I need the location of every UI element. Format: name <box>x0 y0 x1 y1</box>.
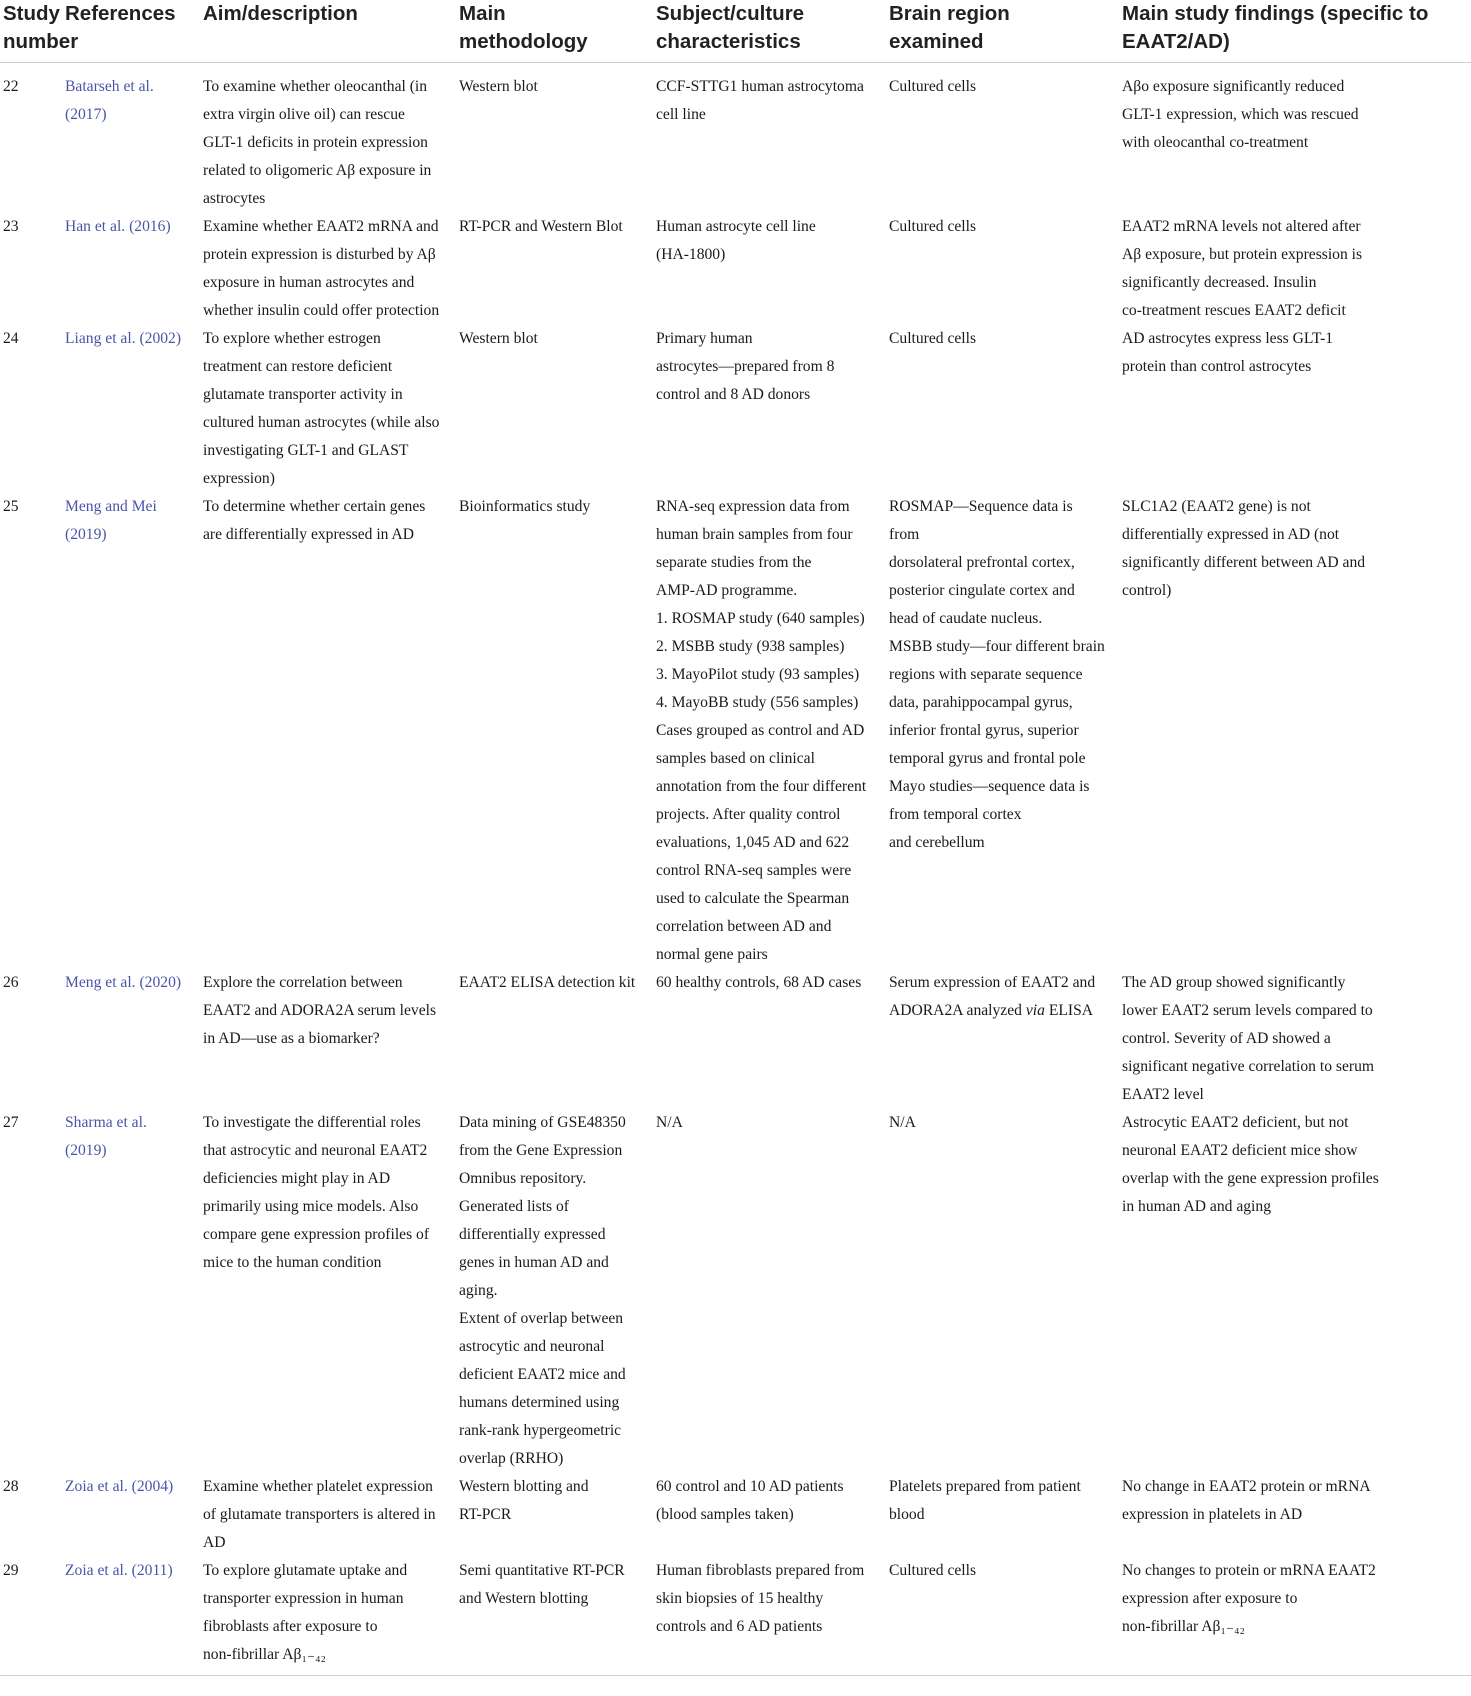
header-findings: Main study findings (specific to EAAT2/AD) <box>1114 0 1471 63</box>
brain-region-cell: Cultured cells <box>889 218 977 235</box>
reference-link[interactable]: Batarseh et al. (2017) <box>65 78 154 123</box>
header-subject: Subject/culture characteristics <box>648 0 881 63</box>
brain-region-cell: N/A <box>889 1114 916 1131</box>
header-aim: Aim/description <box>195 0 451 63</box>
aim-cell: Explore the correlation between EAAT2 and ADORA2A serum levels in AD—use as a biomarker? <box>203 974 437 1047</box>
brain-region-cell: ROSMAP—Sequence data is from dorsolateral prefrontal cortex, posterior cingulate cortex and head of caudate nucleus. MSBB study—four different brain regions with separate sequence data, parahippocampal gyrus, inferior frontal gyrus, superior temporal gyrus and frontal pole Mayo studies—sequence data is from temporal cortex and cerebellum <box>889 498 1105 851</box>
aim-cell: Examine whether EAAT2 mRNA and protein expression is disturbed by Aβ exposure in human astrocytes and whether insulin could offer protection <box>203 218 440 319</box>
reference-link[interactable]: Meng and Mei (2019) <box>65 498 157 543</box>
methodology-cell: Western blot <box>459 78 538 95</box>
reference-link[interactable]: Meng et al. (2020) <box>65 974 182 991</box>
table-row <box>0 325 1471 493</box>
aim-cell: To examine whether oleocanthal (in extra virgin olive oil) can rescue GLT-1 deficits in protein expression related to oligomeric Aβ exposure in astrocytes <box>203 78 432 207</box>
study-number: 24 <box>3 330 19 347</box>
study-number: 28 <box>3 1478 19 1495</box>
methodology-cell: Western blot <box>459 330 538 347</box>
reference-link[interactable]: Han et al. (2016) <box>65 218 171 235</box>
header-methodology: Main methodology <box>451 0 648 63</box>
subject-cell: RNA-seq expression data from human brain samples from four separate studies from the AMP-AD programme. 1. ROSMAP study (640 samples) 2. MSBB study (938 samples) 3. MayoPilot study (93 samples) 4. MayoBB study (556 samples) Cases grouped as control and AD samples based on clinical annotation from the four different projects. After quality control evaluations, 1,045 AD and 622 control RNA-seq samples were used to calculate the Spearman correlation between AD and normal gene pairs <box>656 498 867 963</box>
table-row <box>0 1473 1471 1557</box>
study-number: 23 <box>3 218 19 235</box>
brain-region-cell: Cultured cells <box>889 78 977 95</box>
brain-region-italic: via <box>1025 1002 1045 1019</box>
table-row <box>0 63 1471 214</box>
table-row <box>0 493 1471 969</box>
reference-link[interactable]: Zoia et al. (2011) <box>57 1557 195 1676</box>
findings-cell: No change in EAAT2 protein or mRNA expression in platelets in AD <box>1122 1478 1371 1523</box>
reference-link[interactable]: Sharma et al. (2019) <box>65 1114 147 1159</box>
findings-cell: Aβo exposure significantly reduced GLT-1 expression, which was rescued with oleocanthal co-treatment <box>1122 78 1359 151</box>
study-number: 26 <box>3 974 19 991</box>
methodology-cell: EAAT2 ELISA detection kit <box>459 974 636 991</box>
table-row <box>0 1557 1471 1676</box>
study-number: 29 <box>0 1557 57 1676</box>
findings-cell: AD astrocytes express less GLT-1 protein than control astrocytes <box>1122 330 1334 375</box>
aim-cell: To explore glutamate uptake and transporter expression in human fibroblasts after exposure to non-fibrillar Aβ₁₋₄₂ <box>195 1557 451 1676</box>
study-number: 22 <box>3 78 19 95</box>
header-row <box>0 0 1471 63</box>
header-references: References <box>57 0 195 63</box>
brain-region-cell: Platelets prepared from patient blood <box>889 1478 1081 1523</box>
table-row <box>0 1109 1471 1473</box>
aim-cell: To explore whether estrogen treatment can restore deficient glutamate transporter activity in cultured human astrocytes (while also investigating GLT-1 and GLAST expression) <box>203 330 440 487</box>
brain-region-cell: Cultured cells <box>881 1557 1114 1676</box>
subject-cell: CCF-STTG1 human astrocytoma cell line <box>656 78 864 123</box>
subject-cell: 60 control and 10 AD patients (blood samples taken) <box>656 1478 844 1523</box>
table-row <box>0 213 1471 325</box>
brain-region-cell: Cultured cells <box>889 330 977 347</box>
header-study-number: Study number <box>0 0 57 63</box>
subject-cell: 60 healthy controls, 68 AD cases <box>656 974 862 991</box>
methodology-cell: Data mining of GSE48350 from the Gene Expression Omnibus repository. Generated lists of differentially expressed genes in human AD and aging. Extent of overlap between astrocytic and neuronal deficient EAAT2 mice and humans determined using rank-rank hypergeometric overlap (RRHO) <box>459 1114 626 1467</box>
brain-region-text-end: ELISA <box>1044 1002 1093 1019</box>
subject-cell: Human astrocyte cell line (HA-1800) <box>656 218 816 263</box>
study-number: 27 <box>3 1114 19 1131</box>
subject-cell: Human fibroblasts prepared from skin biopsies of 15 healthy controls and 6 AD patients <box>648 1557 881 1676</box>
aim-cell: Examine whether platelet expression of glutamate transporters is altered in AD <box>203 1478 436 1551</box>
brain-region-text: Serum expression of EAAT2 and ADORA2A analyzed <box>889 974 1096 1019</box>
methodology-cell: Semi quantitative RT-PCR and Western blotting <box>451 1557 648 1676</box>
methodology-cell: Western blotting and RT-PCR <box>459 1478 589 1523</box>
findings-cell: The AD group showed significantly lower EAAT2 serum levels compared to control. Severity of AD showed a significant negative correlation to serum EAAT2 level <box>1122 974 1375 1103</box>
subject-cell: Primary human astrocytes—prepared from 8 control and 8 AD donors <box>656 330 835 403</box>
findings-cell: Astrocytic EAAT2 deficient, but not neuronal EAAT2 deficient mice show overlap with the gene expression profiles in human AD and aging <box>1122 1114 1379 1215</box>
subject-cell: N/A <box>656 1114 683 1131</box>
findings-cell: No changes to protein or mRNA EAAT2 expression after exposure to non-fibrillar Aβ₁₋₄₂ <box>1114 1557 1471 1676</box>
table-row <box>0 969 1471 1109</box>
study-number: 25 <box>3 498 19 515</box>
header-brain-region: Brain region examined <box>881 0 1114 63</box>
methodology-cell: RT-PCR and Western Blot <box>459 218 623 235</box>
findings-cell: EAAT2 mRNA levels not altered after Aβ exposure, but protein expression is significantly decreased. Insulin co-treatment rescues EAAT2 deficit <box>1122 218 1363 319</box>
reference-link[interactable]: Zoia et al. (2004) <box>65 1478 174 1495</box>
brain-region-cell <box>881 969 1114 1109</box>
findings-cell: SLC1A2 (EAAT2 gene) is not differentially expressed in AD (not significantly different between AD and control) <box>1122 498 1366 599</box>
aim-cell: To investigate the differential roles that astrocytic and neuronal EAAT2 deficiencies might play in AD primarily using mice models. Also compare gene expression profiles of mice to the human condition <box>203 1114 430 1271</box>
aim-cell: To determine whether certain genes are differentially expressed in AD <box>203 498 426 543</box>
methodology-cell: Bioinformatics study <box>459 498 591 515</box>
reference-link[interactable]: Liang et al. (2002) <box>65 330 182 347</box>
